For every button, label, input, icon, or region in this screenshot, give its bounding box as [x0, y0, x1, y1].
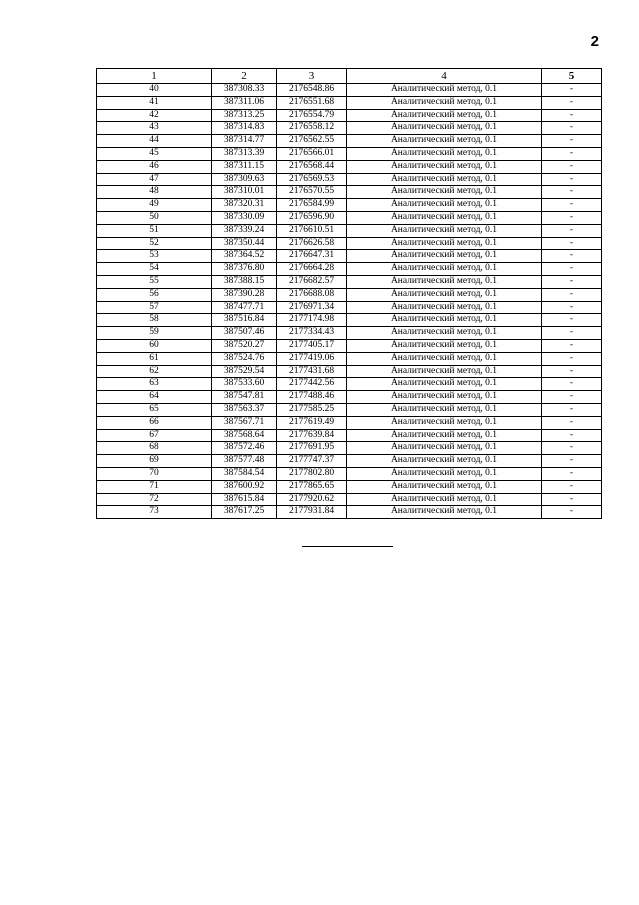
column-header-4: 4 — [347, 69, 542, 84]
x-coordinate-cell: 387533.60 — [212, 378, 277, 391]
method-cell: Аналитический метод, 0.1 — [347, 403, 542, 416]
note-cell: - — [542, 135, 602, 148]
table-row — [97, 301, 602, 314]
table-row — [97, 96, 602, 109]
y-coordinate-cell: 2177865.65 — [277, 480, 347, 493]
y-coordinate-cell: 2177405.17 — [277, 339, 347, 352]
method-cell: Аналитический метод, 0.1 — [347, 135, 542, 148]
x-coordinate-cell: 387617.25 — [212, 506, 277, 519]
x-coordinate-cell: 387529.54 — [212, 365, 277, 378]
method-cell: Аналитический метод, 0.1 — [347, 96, 542, 109]
note-cell: - — [542, 378, 602, 391]
note-cell: - — [542, 160, 602, 173]
y-coordinate-cell: 2176551.68 — [277, 96, 347, 109]
x-coordinate-cell: 387320.31 — [212, 199, 277, 212]
point-number-cell: 59 — [97, 327, 212, 340]
x-coordinate-cell: 387520.27 — [212, 339, 277, 352]
table-row — [97, 186, 602, 199]
note-cell: - — [542, 275, 602, 288]
y-coordinate-cell: 2177431.68 — [277, 365, 347, 378]
table-row — [97, 339, 602, 352]
x-coordinate-cell: 387311.06 — [212, 96, 277, 109]
x-coordinate-cell: 387572.46 — [212, 442, 277, 455]
method-cell: Аналитический метод, 0.1 — [347, 250, 542, 263]
x-coordinate-cell: 387310.01 — [212, 186, 277, 199]
x-coordinate-cell: 387600.92 — [212, 480, 277, 493]
note-cell: - — [542, 455, 602, 468]
y-coordinate-cell: 2177691.95 — [277, 442, 347, 455]
x-coordinate-cell: 387568.64 — [212, 429, 277, 442]
point-number-cell: 69 — [97, 455, 212, 468]
point-number-cell: 66 — [97, 416, 212, 429]
table-body — [97, 84, 602, 519]
point-number-cell: 41 — [97, 96, 212, 109]
method-cell: Аналитический метод, 0.1 — [347, 467, 542, 480]
method-cell: Аналитический метод, 0.1 — [347, 122, 542, 135]
point-number-cell: 60 — [97, 339, 212, 352]
y-coordinate-cell: 2176562.55 — [277, 135, 347, 148]
table-row — [97, 160, 602, 173]
method-cell: Аналитический метод, 0.1 — [347, 224, 542, 237]
note-cell: - — [542, 352, 602, 365]
method-cell: Аналитический метод, 0.1 — [347, 506, 542, 519]
point-number-cell: 48 — [97, 186, 212, 199]
x-coordinate-cell: 387364.52 — [212, 250, 277, 263]
x-coordinate-cell: 387309.63 — [212, 173, 277, 186]
point-number-cell: 40 — [97, 84, 212, 97]
note-cell: - — [542, 288, 602, 301]
y-coordinate-cell: 2177585.25 — [277, 403, 347, 416]
method-cell: Аналитический метод, 0.1 — [347, 84, 542, 97]
x-coordinate-cell: 387524.76 — [212, 352, 277, 365]
method-cell: Аналитический метод, 0.1 — [347, 173, 542, 186]
y-coordinate-cell: 2176566.01 — [277, 147, 347, 160]
x-coordinate-cell: 387507.46 — [212, 327, 277, 340]
point-number-cell: 47 — [97, 173, 212, 186]
note-cell: - — [542, 480, 602, 493]
y-coordinate-cell: 2177920.62 — [277, 493, 347, 506]
note-cell: - — [542, 391, 602, 404]
point-number-cell: 44 — [97, 135, 212, 148]
note-cell: - — [542, 173, 602, 186]
method-cell: Аналитический метод, 0.1 — [347, 211, 542, 224]
point-number-cell: 42 — [97, 109, 212, 122]
y-coordinate-cell: 2177747.37 — [277, 455, 347, 468]
y-coordinate-cell: 2176688.08 — [277, 288, 347, 301]
method-cell: Аналитический метод, 0.1 — [347, 109, 542, 122]
point-number-cell: 62 — [97, 365, 212, 378]
note-cell: - — [542, 186, 602, 199]
y-coordinate-cell: 2177419.06 — [277, 352, 347, 365]
point-number-cell: 49 — [97, 199, 212, 212]
y-coordinate-cell: 2176569.53 — [277, 173, 347, 186]
table-row — [97, 378, 602, 391]
column-header-5: 5 — [542, 69, 602, 84]
method-cell: Аналитический метод, 0.1 — [347, 429, 542, 442]
point-number-cell: 70 — [97, 467, 212, 480]
y-coordinate-cell: 2176558.12 — [277, 122, 347, 135]
table-row — [97, 416, 602, 429]
table-row — [97, 327, 602, 340]
x-coordinate-cell: 387339.24 — [212, 224, 277, 237]
table-row — [97, 288, 602, 301]
note-cell: - — [542, 211, 602, 224]
column-header-2: 2 — [212, 69, 277, 84]
note-cell: - — [542, 442, 602, 455]
y-coordinate-cell: 2177802.80 — [277, 467, 347, 480]
y-coordinate-cell: 2176626.58 — [277, 237, 347, 250]
note-cell: - — [542, 403, 602, 416]
point-number-cell: 45 — [97, 147, 212, 160]
x-coordinate-cell: 387547.81 — [212, 391, 277, 404]
note-cell: - — [542, 416, 602, 429]
method-cell: Аналитический метод, 0.1 — [347, 263, 542, 276]
point-number-cell: 54 — [97, 263, 212, 276]
table-row — [97, 455, 602, 468]
y-coordinate-cell: 2176596.90 — [277, 211, 347, 224]
note-cell: - — [542, 109, 602, 122]
x-coordinate-cell: 387313.25 — [212, 109, 277, 122]
method-cell: Аналитический метод, 0.1 — [347, 365, 542, 378]
x-coordinate-cell: 387308.33 — [212, 84, 277, 97]
x-coordinate-cell: 387311.15 — [212, 160, 277, 173]
point-number-cell: 56 — [97, 288, 212, 301]
table-row — [97, 352, 602, 365]
note-cell: - — [542, 84, 602, 97]
method-cell: Аналитический метод, 0.1 — [347, 199, 542, 212]
method-cell: Аналитический метод, 0.1 — [347, 442, 542, 455]
y-coordinate-cell: 2176548.86 — [277, 84, 347, 97]
y-coordinate-cell: 2176647.31 — [277, 250, 347, 263]
method-cell: Аналитический метод, 0.1 — [347, 147, 542, 160]
method-cell: Аналитический метод, 0.1 — [347, 339, 542, 352]
point-number-cell: 57 — [97, 301, 212, 314]
note-cell: - — [542, 365, 602, 378]
note-cell: - — [542, 301, 602, 314]
x-coordinate-cell: 387563.37 — [212, 403, 277, 416]
method-cell: Аналитический метод, 0.1 — [347, 301, 542, 314]
point-number-cell: 71 — [97, 480, 212, 493]
table-row — [97, 211, 602, 224]
x-coordinate-cell: 387390.28 — [212, 288, 277, 301]
note-cell: - — [542, 199, 602, 212]
end-divider — [302, 546, 393, 547]
table-row — [97, 173, 602, 186]
method-cell: Аналитический метод, 0.1 — [347, 378, 542, 391]
method-cell: Аналитический метод, 0.1 — [347, 288, 542, 301]
method-cell: Аналитический метод, 0.1 — [347, 160, 542, 173]
table-row — [97, 109, 602, 122]
method-cell: Аналитический метод, 0.1 — [347, 237, 542, 250]
note-cell: - — [542, 327, 602, 340]
method-cell: Аналитический метод, 0.1 — [347, 391, 542, 404]
method-cell: Аналитический метод, 0.1 — [347, 493, 542, 506]
point-number-cell: 46 — [97, 160, 212, 173]
x-coordinate-cell: 387615.84 — [212, 493, 277, 506]
note-cell: - — [542, 339, 602, 352]
x-coordinate-cell: 387388.15 — [212, 275, 277, 288]
table-row — [97, 237, 602, 250]
note-cell: - — [542, 147, 602, 160]
table-row — [97, 365, 602, 378]
y-coordinate-cell: 2176682.57 — [277, 275, 347, 288]
method-cell: Аналитический метод, 0.1 — [347, 327, 542, 340]
note-cell: - — [542, 263, 602, 276]
table-row — [97, 263, 602, 276]
table-row — [97, 122, 602, 135]
note-cell: - — [542, 429, 602, 442]
point-number-cell: 43 — [97, 122, 212, 135]
note-cell: - — [542, 224, 602, 237]
note-cell: - — [542, 122, 602, 135]
note-cell: - — [542, 506, 602, 519]
table-row — [97, 84, 602, 97]
point-number-cell: 64 — [97, 391, 212, 404]
table-header-row — [97, 69, 602, 84]
point-number-cell: 61 — [97, 352, 212, 365]
table-row — [97, 442, 602, 455]
table-row — [97, 467, 602, 480]
method-cell: Аналитический метод, 0.1 — [347, 275, 542, 288]
table-row — [97, 314, 602, 327]
point-number-cell: 67 — [97, 429, 212, 442]
note-cell: - — [542, 493, 602, 506]
table-row — [97, 391, 602, 404]
method-cell: Аналитический метод, 0.1 — [347, 314, 542, 327]
y-coordinate-cell: 2177639.84 — [277, 429, 347, 442]
point-number-cell: 51 — [97, 224, 212, 237]
y-coordinate-cell: 2177442.56 — [277, 378, 347, 391]
point-number-cell: 68 — [97, 442, 212, 455]
table-row — [97, 224, 602, 237]
table-row — [97, 429, 602, 442]
point-number-cell: 55 — [97, 275, 212, 288]
y-coordinate-cell: 2176568.44 — [277, 160, 347, 173]
point-number-cell: 72 — [97, 493, 212, 506]
x-coordinate-cell: 387330.09 — [212, 211, 277, 224]
y-coordinate-cell: 2177488.46 — [277, 391, 347, 404]
point-number-cell: 58 — [97, 314, 212, 327]
note-cell: - — [542, 237, 602, 250]
table-row — [97, 147, 602, 160]
y-coordinate-cell: 2176584.99 — [277, 199, 347, 212]
note-cell: - — [542, 467, 602, 480]
table-row — [97, 506, 602, 519]
note-cell: - — [542, 314, 602, 327]
x-coordinate-cell: 387314.77 — [212, 135, 277, 148]
table-row — [97, 275, 602, 288]
x-coordinate-cell: 387584.54 — [212, 467, 277, 480]
x-coordinate-cell: 387376.80 — [212, 263, 277, 276]
y-coordinate-cell: 2177174.98 — [277, 314, 347, 327]
point-number-cell: 53 — [97, 250, 212, 263]
method-cell: Аналитический метод, 0.1 — [347, 480, 542, 493]
table-row — [97, 480, 602, 493]
table-row — [97, 403, 602, 416]
column-header-3: 3 — [277, 69, 347, 84]
x-coordinate-cell: 387516.84 — [212, 314, 277, 327]
point-number-cell: 73 — [97, 506, 212, 519]
note-cell: - — [542, 250, 602, 263]
x-coordinate-cell: 387567.71 — [212, 416, 277, 429]
y-coordinate-cell: 2176971.34 — [277, 301, 347, 314]
x-coordinate-cell: 387477.71 — [212, 301, 277, 314]
table-row — [97, 250, 602, 263]
y-coordinate-cell: 2177931.84 — [277, 506, 347, 519]
x-coordinate-cell: 387313.39 — [212, 147, 277, 160]
y-coordinate-cell: 2177334.43 — [277, 327, 347, 340]
column-header-1: 1 — [97, 69, 212, 84]
x-coordinate-cell: 387350.44 — [212, 237, 277, 250]
point-number-cell: 50 — [97, 211, 212, 224]
table-row — [97, 493, 602, 506]
table-row — [97, 199, 602, 212]
coordinates-table — [96, 68, 602, 519]
y-coordinate-cell: 2176664.28 — [277, 263, 347, 276]
y-coordinate-cell: 2177619.49 — [277, 416, 347, 429]
point-number-cell: 65 — [97, 403, 212, 416]
method-cell: Аналитический метод, 0.1 — [347, 416, 542, 429]
x-coordinate-cell: 387577.48 — [212, 455, 277, 468]
table-row — [97, 135, 602, 148]
y-coordinate-cell: 2176610.51 — [277, 224, 347, 237]
method-cell: Аналитический метод, 0.1 — [347, 352, 542, 365]
point-number-cell: 63 — [97, 378, 212, 391]
y-coordinate-cell: 2176554.79 — [277, 109, 347, 122]
page-number: 2 — [590, 33, 599, 50]
method-cell: Аналитический метод, 0.1 — [347, 186, 542, 199]
x-coordinate-cell: 387314.83 — [212, 122, 277, 135]
point-number-cell: 52 — [97, 237, 212, 250]
y-coordinate-cell: 2176570.55 — [277, 186, 347, 199]
method-cell: Аналитический метод, 0.1 — [347, 455, 542, 468]
note-cell: - — [542, 96, 602, 109]
